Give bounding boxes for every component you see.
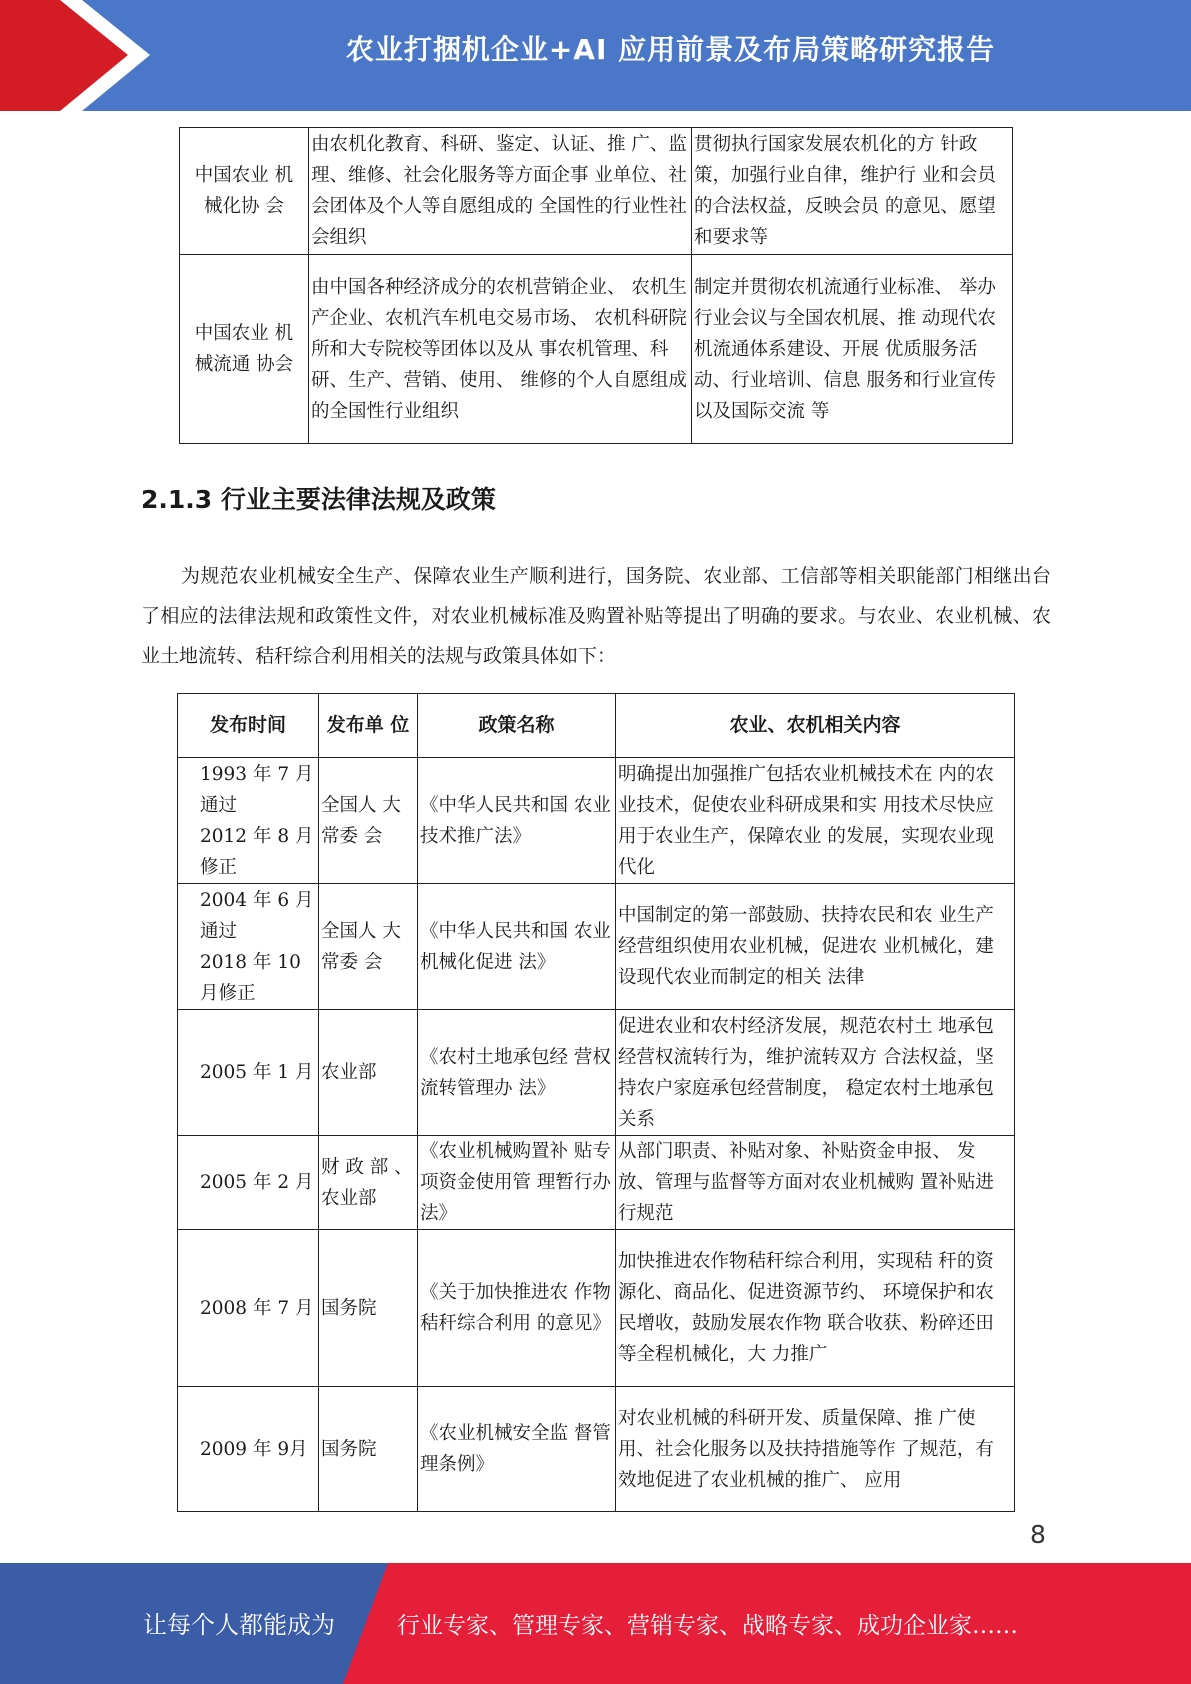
association-table bbox=[179, 127, 1013, 444]
date-line: 修正 bbox=[200, 856, 238, 878]
date-line: 2018 年 10 bbox=[200, 951, 301, 973]
column-header: 发布时间 bbox=[178, 694, 319, 758]
issuer-cell: 财 政 部 、农业部 bbox=[319, 1136, 418, 1230]
table-row bbox=[178, 884, 1015, 1010]
date-line: 1993 年 7 月 bbox=[200, 763, 314, 785]
policy-name-cell: 《关于加快推进农 作物秸秆综合利用 的意见》 bbox=[418, 1230, 616, 1387]
footer-slogan-left: 让每个人都能成为 bbox=[143, 1611, 335, 1639]
policy-name-cell: 《中华人民共和国 农业技术推广法》 bbox=[418, 758, 616, 884]
org-composition-cell: 由中国各种经济成分的农机营销企业、 农机生产企业、农机汽车机电交易市场、 农机科研院所和大专院校等团体以及从 事农机管理、科研、生产、营销、使用、 维修的个人自愿组成的全国性行业组织 bbox=[309, 255, 692, 444]
org-duties-cell: 贯彻执行国家发展农机化的方 针政策，加强行业自律，维护行 业和会员的合法权益，反映会员 的意见、愿望和要求等 bbox=[692, 128, 1013, 255]
page-header bbox=[0, 0, 1191, 111]
policy-name-cell: 《农业机械购置补 贴专项资金使用管 理暂行办法》 bbox=[418, 1136, 616, 1230]
policy-table bbox=[177, 693, 1015, 1512]
table-header-row bbox=[178, 694, 1015, 758]
org-name-cell: 中国农业 机械化协 会 bbox=[180, 128, 309, 255]
table-row bbox=[180, 128, 1013, 255]
date-cell: 2008 年 7 月 bbox=[178, 1230, 319, 1387]
org-name-cell: 中国农业 机械流通 协会 bbox=[180, 255, 309, 444]
policy-content-cell: 加快推进农作物秸秆综合利用，实现秸 秆的资源化、商品化、促进资源节约、 环境保护和农民增收，鼓励发展农作物 联合收获、粉碎还田等全程机械化，大 力推广 bbox=[616, 1230, 1015, 1387]
date-cell bbox=[178, 758, 319, 884]
column-header: 发布单 位 bbox=[319, 694, 418, 758]
date-cell bbox=[178, 884, 319, 1010]
report-title: 农业打捆机企业+AI 应用前景及布局策略研究报告 bbox=[345, 33, 996, 66]
date-cell: 2005 年 2 月 bbox=[178, 1136, 319, 1230]
org-duties-cell: 制定并贯彻农机流通行业标准、 举办行业会议与全国农机展、推 动现代农机流通体系建设、开展 优质服务活动、行业培训、信息 服务和行业宣传以及国际交流 等 bbox=[692, 255, 1013, 444]
policy-content-cell: 明确提出加强推广包括农业机械技术在 内的农业技术，促使农业科研成果和实 用技术尽快应用于农业生产，保障农业 的发展，实现农业现代化 bbox=[616, 758, 1015, 884]
policy-name-cell: 《农村土地承包经 营权流转管理办 法》 bbox=[418, 1010, 616, 1136]
date-line: 月修正 bbox=[200, 982, 256, 1004]
column-header: 政策名称 bbox=[418, 694, 616, 758]
date-cell: 2009 年 9月 bbox=[178, 1387, 319, 1512]
date-line: 2004 年 6 月 bbox=[200, 889, 314, 911]
issuer-cell: 国务院 bbox=[319, 1387, 418, 1512]
table-row bbox=[178, 1230, 1015, 1387]
policy-content-cell: 促进农业和农村经济发展，规范农村土 地承包经营权流转行为，维护流转双方 合法权益，坚持农户家庭承包经营制度， 稳定农村土地承包关系 bbox=[616, 1010, 1015, 1136]
org-composition-cell: 由农机化教育、科研、鉴定、认证、推 广、监理、维修、社会化服务等方面企事 业单位、社会团体及个人等自愿组成的 全国性的行业性社会组织 bbox=[309, 128, 692, 255]
date-line: 通过 bbox=[200, 920, 238, 942]
page-footer bbox=[0, 1563, 1191, 1684]
table-row bbox=[178, 1010, 1015, 1136]
date-line: 通过 bbox=[200, 794, 238, 816]
policy-name-cell: 《农业机械安全监 督管理条例》 bbox=[418, 1387, 616, 1512]
policy-content-cell: 中国制定的第一部鼓励、扶持农民和农 业生产经营组织使用农业机械，促进农 业机械化，建设现代农业而制定的相关 法律 bbox=[616, 884, 1015, 1010]
issuer-cell: 全国人 大常委 会 bbox=[319, 758, 418, 884]
table-row bbox=[180, 255, 1013, 444]
policy-name-cell: 《中华人民共和国 农业机械化促进 法》 bbox=[418, 884, 616, 1010]
column-header: 农业、农机相关内容 bbox=[616, 694, 1015, 758]
date-cell: 2005 年 1 月 bbox=[178, 1010, 319, 1136]
issuer-cell: 全国人 大常委 会 bbox=[319, 884, 418, 1010]
date-line: 2012 年 8 月 bbox=[200, 825, 314, 847]
section-paragraph: 为规范农业机械安全生产、保障农业生产顺利进行，国务院、农业部、工信部等相关职能部门相继出台了相应的法律法规和政策性文件，对农业机械标准及购置补贴等提出了明确的要求。与农业、农业机械、农业土地流转、秸秆综合利用相关的法规与政策具体如下： bbox=[141, 565, 1051, 667]
issuer-cell: 国务院 bbox=[319, 1230, 418, 1387]
policy-content-cell: 对农业机械的科研开发、质量保障、推 广使用、社会化服务以及扶持措施等作 了规范，有效地促进了农业机械的推广、 应用 bbox=[616, 1387, 1015, 1512]
table-row bbox=[178, 1387, 1015, 1512]
table-row bbox=[178, 1136, 1015, 1230]
page-number: 8 bbox=[1030, 1520, 1046, 1549]
section-heading: 2.1.3 行业主要法律法规及政策 bbox=[141, 485, 496, 514]
issuer-cell: 农业部 bbox=[319, 1010, 418, 1136]
footer-slogan-right: 行业专家、管理专家、营销专家、战略专家、成功企业家…… bbox=[397, 1613, 1018, 1639]
policy-content-cell: 从部门职责、补贴对象、补贴资金申报、 发放、管理与监督等方面对农业机械购 置补贴进行规范 bbox=[616, 1136, 1015, 1230]
table-row bbox=[178, 758, 1015, 884]
